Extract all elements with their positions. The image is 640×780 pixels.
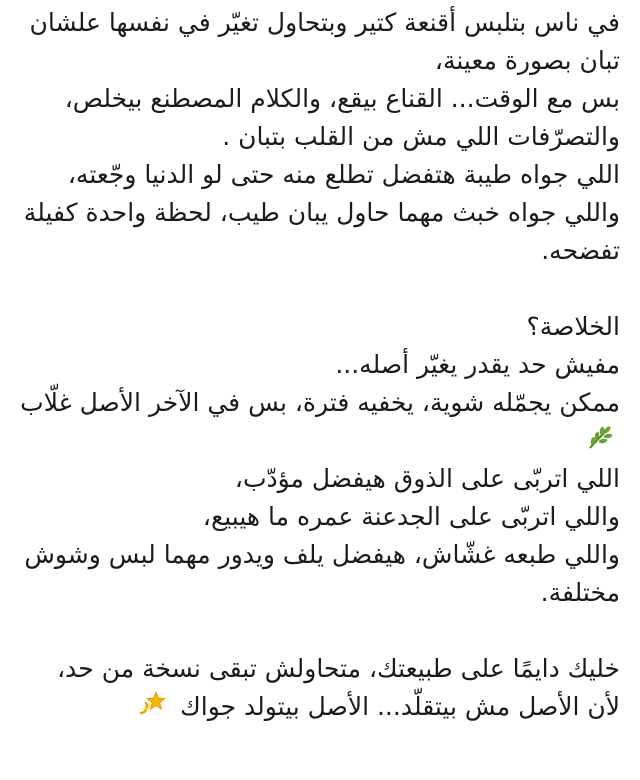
text-line: تفضحه. xyxy=(541,236,620,265)
dizzy-star-icon xyxy=(138,689,166,728)
text-line: واللي طبعه غشّاش، هيفضل يلف ويدور مهما لبس وشوش xyxy=(24,540,620,569)
text-line: في ناس بتلبس أقنعة كتير وبتحاول تغيّر في نفسها علشان xyxy=(29,8,620,37)
text-line: بس مع الوقت... القناع بيقع، والكلام المصطنع بيخلص، xyxy=(64,84,620,113)
text-line: مختلفة. xyxy=(540,578,620,607)
text-line: مفيش حد يقدر يغيّر أصله... xyxy=(335,350,620,379)
text-line: والتصرّفات اللي مش من القلب بتبان . xyxy=(222,122,620,151)
leaf-line xyxy=(18,422,620,460)
text-line-last xyxy=(18,688,620,728)
post-text xyxy=(18,4,620,728)
text-line: تبان بصورة معينة، xyxy=(434,46,620,75)
text-line: الخلاصة؟ xyxy=(526,312,620,341)
text-line: واللي اتربّى على الجدعنة عمره ما هيبيع، xyxy=(202,502,620,531)
closing-text: لأن الأصل مش بيتقلّد... الأصل بيتولد جواك xyxy=(180,692,620,721)
text-line: ممكن يجمّله شوية، يخفيه فترة، بس في الآخر الأصل غلّاب xyxy=(20,388,620,417)
paragraph-gap xyxy=(18,270,620,308)
herb-icon xyxy=(586,423,614,462)
text-line: اللي اتربّى على الذوق هيفضل مؤدّب، xyxy=(234,464,620,493)
text-line: خليك دايمًا على طبيعتك، متحاولش تبقى نسخة من حد، xyxy=(57,654,620,683)
text-line: اللي جواه طيبة هتفضل تطلع منه حتى لو الدنيا وجّعته، xyxy=(67,160,620,189)
text-line: واللي جواه خبث مهما حاول يبان طيب، لحظة واحدة كفيلة xyxy=(23,198,620,227)
paragraph-gap xyxy=(18,612,620,650)
